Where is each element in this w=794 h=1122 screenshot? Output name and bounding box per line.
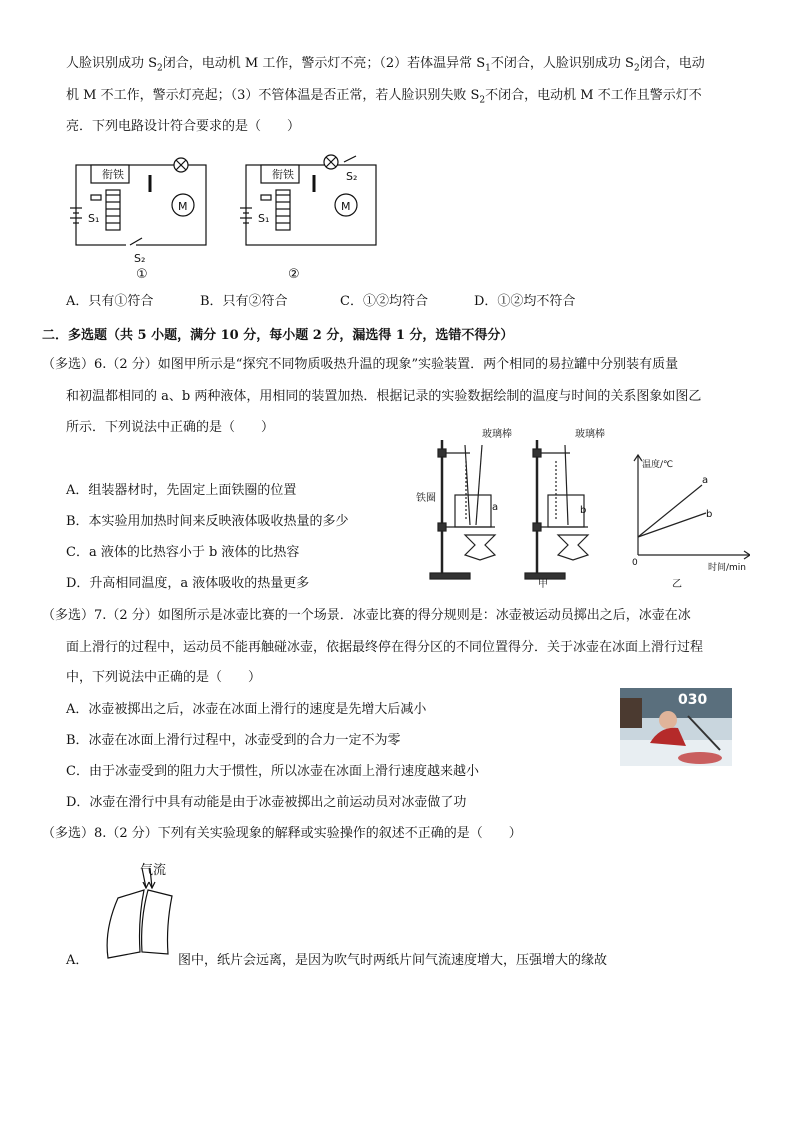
graph-line-b-label: b bbox=[706, 509, 713, 520]
q8-option-a-text: 图中，纸片会远离，是因为吹气时两纸片间气流速度增大，压强增大的缘故 bbox=[178, 953, 608, 968]
q6-option-b[interactable]: B．本实验用加热时间来反映液体吸收热量的多少 bbox=[66, 514, 349, 529]
subscript: 2 bbox=[633, 63, 640, 74]
q7-option-a[interactable]: A．冰壶被掷出之后，冰壶在冰面上滑行的速度是先增大后减小 bbox=[66, 702, 427, 717]
q8-option-a[interactable] bbox=[66, 951, 88, 971]
s1-label-1: S₁ bbox=[88, 212, 100, 225]
heating-apparatus-figure bbox=[410, 425, 750, 595]
q7-option-b[interactable]: B．冰壶在冰面上滑行过程中，冰壶受到的合力一定不为零 bbox=[66, 733, 401, 748]
q8-option-a-prefix: A． bbox=[66, 953, 89, 968]
q5-line-3: 亮．下列电路设计符合要求的是（ ） bbox=[66, 119, 301, 134]
motor-label-2: M bbox=[341, 200, 351, 213]
q5-text: 不闭合，人脸识别成功 S bbox=[490, 56, 634, 71]
q7-option-c[interactable]: C．由于冰壶受到的阻力大于惯性，所以冰壶在冰面上滑行速度越来越小 bbox=[66, 764, 479, 779]
q7-line-2: 面上滑行的过程中，运动员不能再触碰冰壶，依据最终停在得分区的不同位置得分．关于冰壶在冰面上滑行过程 bbox=[66, 640, 704, 655]
q5-option-d[interactable]: D．①②均不符合 bbox=[474, 294, 576, 309]
glass-rod-label-2: 玻璃棒 bbox=[575, 429, 605, 440]
graph-x-axis-label: 时间/min bbox=[708, 563, 747, 573]
q5-option-c[interactable]: C．①②均符合 bbox=[340, 294, 428, 309]
q7-option-d[interactable]: D．冰壶在滑行中具有动能是由于冰壶被掷出之前运动员对冰壶做了功 bbox=[66, 795, 467, 810]
circuit-diagram-2 bbox=[240, 155, 376, 245]
subscript: 2 bbox=[157, 63, 163, 74]
figure-yi-caption: 乙 bbox=[672, 579, 682, 590]
q6-option-d[interactable]: D．升高相同温度，a 液体吸收的热量更多 bbox=[66, 576, 310, 591]
subscript: 1 bbox=[485, 63, 491, 74]
glass-rod-label-1: 玻璃棒 bbox=[482, 429, 512, 440]
q5-text: 人脸识别成功 S bbox=[66, 56, 158, 71]
liquid-a-label: a bbox=[492, 502, 499, 513]
q6-line-1: （多选）6.（2 分）如图甲所示是“探究不同物质吸热升温的现象”实验装置．两个相同的易拉罐中分别装有质量 bbox=[42, 357, 679, 372]
q7-line-1: （多选）7.（2 分）如图所示是冰壶比赛的一个场景．冰壶比赛的得分规则是：冰壶被运动员掷出之后，冰壶在冰 bbox=[42, 608, 691, 623]
q8-line-1: （多选）8.（2 分）下列有关实验现象的解释或实验操作的叙述不正确的是（ ） bbox=[42, 826, 522, 841]
curling-photo bbox=[620, 688, 732, 766]
q5-text: 机 M 不工作，警示灯亮起；（3）不管体温是否正常，若人脸识别失败 S bbox=[66, 88, 480, 103]
iron-ring-label: 铁圈 bbox=[416, 493, 436, 504]
q7-line-3: 中，下列说法中正确的是（ ） bbox=[66, 670, 262, 685]
curling-photo-number: 030 bbox=[678, 692, 708, 708]
q5-text: 不闭合，电动机 M 不工作且警示灯不 bbox=[485, 88, 702, 103]
s2-label-2: S₂ bbox=[346, 170, 358, 183]
motor-label-1: M bbox=[178, 200, 188, 213]
q5-line-1 bbox=[66, 54, 705, 79]
graph-origin-label: 0 bbox=[632, 558, 638, 568]
armature-label-2: 衔铁 bbox=[272, 168, 294, 181]
figure-jia-caption: 甲 bbox=[538, 579, 548, 590]
airflow-label: 气流 bbox=[140, 863, 167, 878]
graph-y-axis-label: 温度/℃ bbox=[642, 460, 674, 470]
q5-option-a[interactable]: A．只有①符合 bbox=[66, 294, 154, 309]
figure-2-label: ② bbox=[288, 267, 300, 282]
liquid-b-label: b bbox=[580, 505, 587, 516]
s2-label-1: S₂ bbox=[134, 252, 146, 265]
q5-line-2 bbox=[66, 86, 702, 111]
q6-line-2: 和初温都相同的 a、b 两种液体，用相同的装置加热．根据记录的实验数据绘制的温度与时间的关系图象如图乙 bbox=[66, 389, 702, 404]
armature-label-1: 衔铁 bbox=[102, 168, 124, 181]
q6-option-c[interactable]: C．a 液体的比热容小于 b 液体的比热容 bbox=[66, 545, 300, 560]
subscript: 2 bbox=[479, 95, 486, 106]
graph-line-a-label: a bbox=[702, 475, 709, 486]
q5-text: 闭合，电动 bbox=[639, 56, 705, 71]
q6-option-a[interactable]: A．组装器材时，先固定上面铁圈的位置 bbox=[66, 483, 297, 498]
figure-1-label: ① bbox=[136, 267, 148, 282]
q5-text: 闭合，电动机 M 工作，警示灯不亮；（2）若体温异常 S bbox=[162, 56, 486, 71]
section-header-multiple-choice: 二．多选题（共 5 小题，满分 10 分，每小题 2 分，漏选得 1 分，选错不得分） bbox=[42, 328, 514, 343]
q6-line-3: 所示．下列说法中正确的是（ ） bbox=[66, 420, 275, 435]
paper-airflow-figure bbox=[96, 860, 186, 960]
circuit-figures bbox=[66, 150, 396, 285]
q5-option-b[interactable]: B．只有②符合 bbox=[200, 294, 288, 309]
s1-label-2: S₁ bbox=[258, 212, 270, 225]
